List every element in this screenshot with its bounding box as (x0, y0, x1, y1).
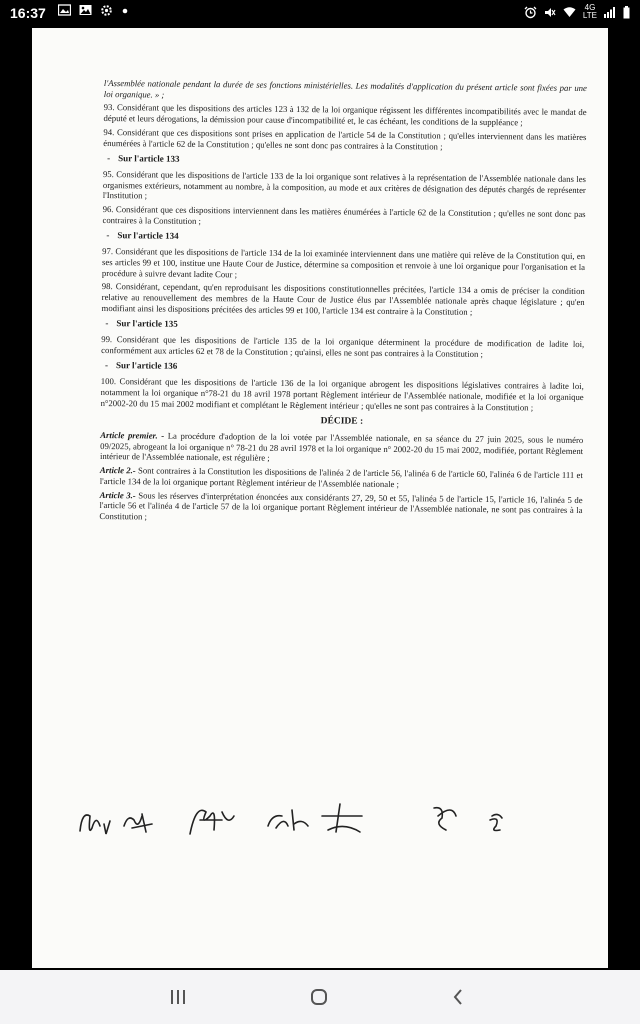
article-1-label: Article premier. - (100, 429, 165, 441)
image-icon (79, 4, 92, 16)
document-viewer[interactable] (0, 26, 640, 970)
signature-2 (124, 814, 152, 832)
paragraph-99: 99. Considérant que les dispositions de l'article 135 de la loi organique déterminent la procédure de modification de ladite loi, conformément aux articles 62 et 78 de la Constitution ; qu'ainsi, elles ne sont pas contraires à la Constitution ; (101, 334, 585, 359)
recents-icon (169, 989, 187, 1005)
signature-4 (268, 810, 308, 830)
paragraph-94: 94. Considérant que ces dispositions sont prises en application de l'article 54 de la Constitution ; qu'elles interviennent dans les matières énumérées à l'article 62 de la Constitution ; qu'elles ne sont donc pas contraires à la Constitution ; (103, 126, 587, 152)
paragraph-97: 97. Considérant que les dispositions de l'article 134 de la loi examinée interviennent dans une matière qui relève de la Constitution qui, en ses articles 99 et 100, institue une Haute Cour de Justice, détermine sa composition et renvoie à une loi organique pour l'organisation et la procédure à suivre devant ladite Cour ; (101, 246, 586, 279)
recents-button[interactable] (158, 984, 198, 1010)
paragraph-93: 93. Considérant que les dispositions des articles 123 à 132 de la loi organique régissent les différentes incompatibilités avec le mandat de député et leurs dérogations, la démission pour cause d'incompatibilité et, le cas échéant, les conditions de la suppléance ; (103, 102, 587, 128)
mute-icon (544, 6, 556, 19)
clock: 16:37 (10, 5, 46, 21)
document-text (99, 78, 587, 530)
signature-1 (80, 815, 110, 834)
status-left-icons (58, 4, 129, 17)
paragraph-95: 95. Considérant que les dispositions de l'article 133 de la loi organique sont relatives à la représentation de l'Assemblée nationale dans les organismes extérieurs, notamment au nombre, à la composition, au mode et aux critères de désignation des députés chargés de représenter l'Institution ; (102, 168, 587, 201)
decide-heading: DÉCIDE : (320, 416, 364, 428)
paragraph-98: 98. Considérant, cependant, qu'en reproduisant les dispositions constitutionnelles précitées, l'article 134 a omis de préciser la condition relative au renouvellement des membres de la Haute Cour de Justice élus par l'Assemblée nationale après chaque législature ; qu'en modifiant ainsi les dispositions précitées des articles 99 et 100, l'article 134 est contraire à la Constitution ; (101, 281, 585, 317)
handwritten-signatures (72, 786, 532, 846)
navigation-bar (0, 970, 640, 1024)
signature-5 (322, 804, 362, 832)
heading-article-135-text: Sur l'article 135 (116, 318, 178, 330)
network-type (583, 4, 597, 20)
article-3-text: Sous les réserves d'interprétation énoncées aux considérants 27, 29, 50 et 55, l'alinéa 5 de l'article 15, l'article 16, l'alinéa 5 de l'article 56 et l'alinéa 4 de l'article 57 de la loi organique portant Règlement intérieur de l'Assemblée nationale, ne sont pas contraires à la Constitution ; (99, 489, 583, 522)
network-label-top: 4G (584, 3, 596, 12)
document-page[interactable] (32, 28, 608, 968)
heading-article-135: - Sur l'article 135 (105, 318, 178, 330)
article-2-text: Sont contraires à la Constitution les dispositions de l'alinéa 2 de l'article 56, l'alinéa 6 de l'article 60, l'alinéa 6 de l'article 111 et l'article 134 de la loi organique portant Règlement intérieur de l'Assemblée nationale ; (99, 465, 583, 489)
status-bar (0, 0, 640, 26)
heading-article-136-text: Sur l'article 136 (115, 360, 178, 372)
signature-6 (434, 808, 456, 830)
alarm-icon (524, 6, 537, 19)
heading-article-136: - Sur l'article 136 (104, 360, 178, 372)
status-right-icons (524, 4, 630, 20)
back-icon (452, 988, 464, 1006)
article-1-text: La procédure d'adoption de la loi votée par l'Assemblée nationale, en sa séance du 27 juin 2025, sous le numéro 09/2025, abrogeant la loi organique n° 78-21 du 28 avril 1978 et la loi organique n° 2002-20 du 15 mai 2002, modifiée, portant Règlement intérieur de l'Assemblée nationale, est régulière ; (99, 430, 584, 464)
article-1 (100, 430, 583, 467)
signature-7 (490, 814, 502, 830)
gallery-icon (58, 4, 71, 16)
settings-icon (100, 4, 113, 17)
paragraph-96: 96. Considérant que ces dispositions interviennent dans les matières énumérées à l'article 62 de la Constitution ; qu'elles ne sont donc pas contraires à la Constitution ; (102, 204, 586, 226)
battery-icon (623, 6, 630, 19)
heading-article-133-text: Sur l'article 133 (118, 153, 180, 165)
wifi-icon (563, 6, 576, 18)
signal-icon (604, 6, 616, 18)
home-icon (310, 988, 328, 1006)
home-button[interactable] (299, 984, 339, 1010)
notification-dot-icon (121, 4, 129, 17)
heading-article-134-text: Sur l'article 134 (117, 230, 179, 242)
article-2 (100, 465, 583, 491)
signature-3 (190, 810, 234, 834)
article-2-label: Article 2.- (99, 465, 136, 476)
paragraph-100: 100. Considérant que les dispositions de l'article 136 de la loi organique abrogent les dispositions législatives contraires à ladite loi, notamment la loi organique n°78-21 du 18 avril 1978 portant Règlement intérieur de l'Assemblée nationale, modifiée et la loi organique n°2002-20 du 15 mai 2002 modifiant et complétant le Règlement intérieur ; qu'elles ne sont pas contraires à la Constitution ; (100, 376, 584, 413)
heading-article-134: - Sur l'article 134 (106, 230, 179, 242)
paragraph-intro: l'Assemblée nationale pendant la durée de ses fonctions ministérielles. Les modalités d'application du présent article sont fixées par une loi organique. » ; (103, 78, 587, 100)
signatures (72, 786, 532, 846)
back-button[interactable] (438, 984, 478, 1010)
network-label-bottom: LTE (582, 11, 597, 20)
heading-article-133: - Sur l'article 133 (107, 153, 180, 165)
article-3-label: Article 3.- (99, 489, 136, 500)
article-3 (99, 489, 582, 526)
